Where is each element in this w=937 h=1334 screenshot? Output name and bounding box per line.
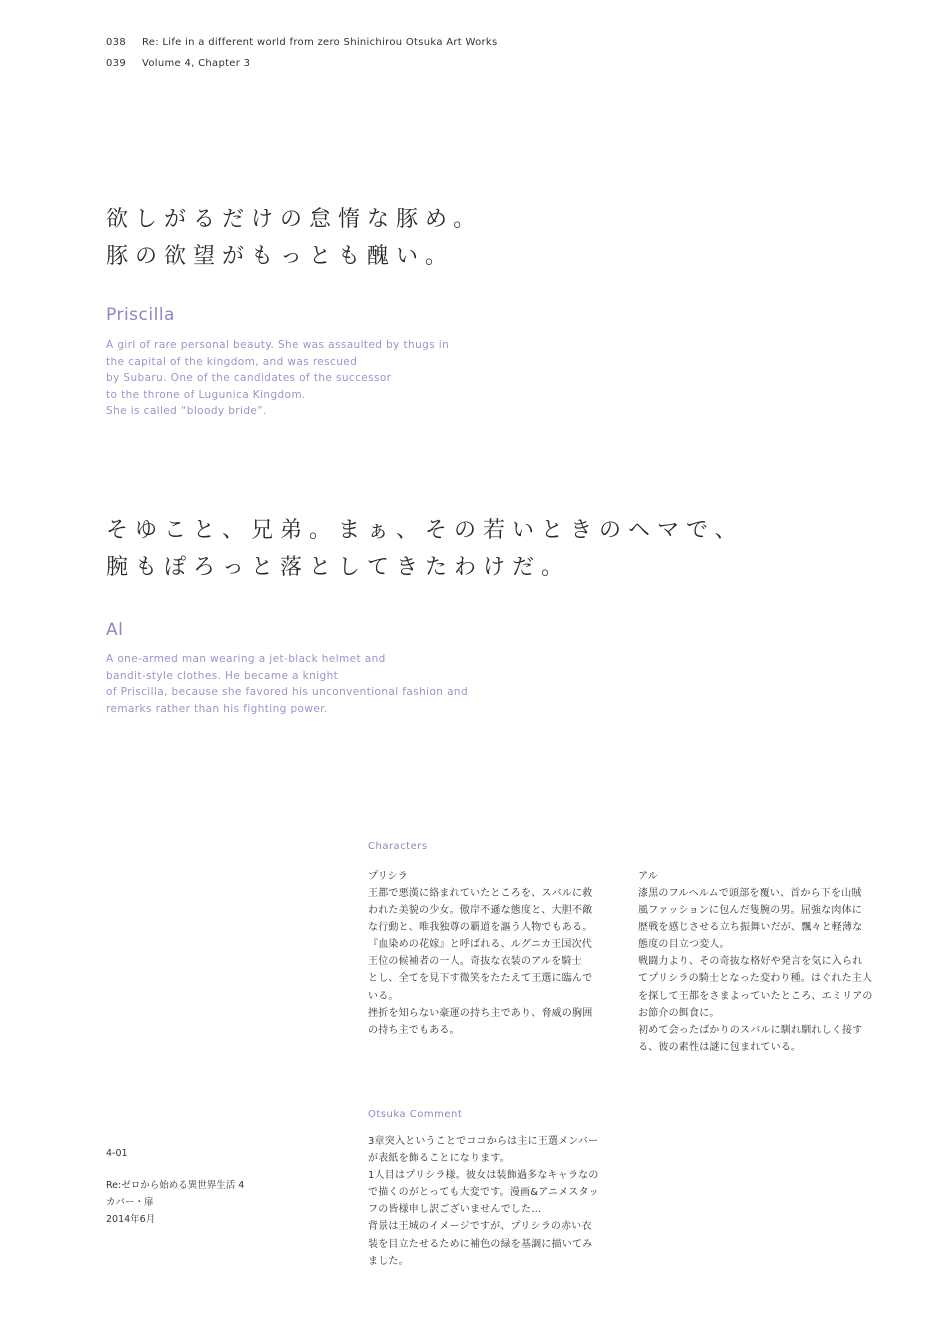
desc-line: remarks rather than his fighting power. [106,702,328,715]
body-line: 挫折を知らない豪運の持ち主であり、脅威の胸囲 [368,1007,593,1019]
desc-line: A one-armed man wearing a jet-black helmet and [106,653,386,665]
character-jp-name: プリシラ [368,871,408,882]
artwork-code: 4-01 [106,1148,128,1159]
body-line: 王都で悪漢に絡まれていたところを、スバルに救 [368,888,593,899]
character-block-al [106,620,468,717]
character-description [106,337,449,420]
body-line: 初めて会ったばかりのスバルに馴れ馴れしく接す [638,1024,863,1036]
quote-al [106,512,744,586]
quote-priscilla [106,201,482,275]
body-line: とし、全てを見下す微笑をたたえて王選に臨んで [368,973,593,985]
body-line: る、彼の素性は謎に包まれている。 [638,1041,802,1053]
character-jp-priscilla [368,867,592,1039]
info-line: Re:ゼロから始める異世界生活 4 [106,1180,245,1191]
chapter-title: Volume 4, Chapter 3 [142,58,251,69]
desc-line: She is called “bloody bride”. [106,405,267,417]
running-header [106,37,498,69]
desc-line: to the throne of Lugunica Kingdom. [106,388,306,401]
body-line: ました。 [368,1255,409,1267]
quote-line: 欲しがるだけの怠惰な豚め。 [106,207,483,232]
page-number: 039 [106,58,126,69]
character-jp-al [638,867,873,1056]
desc-line: bandit-style clothes. He became a knight [106,669,339,682]
body-line: 『血染めの花嫁』と呼ばれる、ルグニカ王国次代 [368,939,592,951]
character-name: Priscilla [106,305,175,325]
body-line: いる。 [368,990,399,1002]
character-block-priscilla [106,305,449,420]
body-line: 3章突入ということでココからは主に王選メンバー [368,1136,599,1147]
book-title: Re: Life in a different world from zero Shinichirou Otsuka Art Works [142,37,498,48]
body-line: 歴戦を感じさせる立ち振舞いだが、飄々と軽薄な [638,922,863,934]
comment-body [368,1133,599,1270]
character-jp-name: アル [638,871,658,882]
characters-heading: Characters [368,841,428,852]
body-line: の持ち主でもある。 [368,1024,460,1036]
character-jp-body [638,885,873,1056]
quote-line: そゆこと、兄弟。まぁ、その若いときのヘマで、 [106,518,744,543]
body-line: 風ファッションに包んだ隻腕の男。屈強な肉体に [638,905,862,917]
body-line: 漆黒のフルヘルムで頭部を覆い、首から下を山賊 [638,888,862,899]
body-line: お節介の餌食に。 [638,1007,720,1019]
artwork-info [106,1177,244,1228]
body-line: 背景は王城のイメージですが、プリシラの赤い衣 [368,1221,592,1233]
body-line: が表紙を飾ることになります。 [368,1153,510,1165]
header-line [106,37,498,58]
body-line: 王位の候補者の一人。奇抜な衣装のアルを騎士 [368,956,582,968]
character-jp-body [368,885,592,1039]
body-line: を探して王都をさまよっていたところ、エミリアの [638,990,873,1002]
quote-line: 腕もぽろっと落としてきたわけだ。 [106,555,571,580]
info-line: 2014年6月 [106,1214,156,1225]
desc-line: of Priscilla, because she favored his unconventional fashion and [106,686,469,698]
body-line: 1人目はプリシラ様。彼女は装飾過多なキャラなの [368,1170,599,1182]
body-line: 戦闘力より、その奇抜な格好や発言を気に入られ [638,956,863,968]
character-name: Al [106,620,124,640]
body-line: てプリシラの騎士となった変わり種。はぐれた主人 [638,973,873,985]
desc-line: by Subaru. One of the candidates of the successor [106,372,392,384]
info-line: カバー・扉 [106,1197,154,1208]
body-line: フの皆様申し訳ございませんでした… [368,1204,542,1216]
body-line: 態度の目立つ変人。 [638,939,730,951]
comment-heading: Otsuka Comment [368,1109,463,1120]
body-line: 装を目立たせるために補色の緑を基調に描いてみ [368,1238,593,1250]
character-description [106,651,468,717]
header-line [106,58,498,69]
quote-line: 豚の欲望がもっとも醜い。 [106,244,455,269]
body-line: で描くのがとっても大変です。漫画&アニメスタッ [368,1187,599,1199]
page-number: 038 [106,37,126,48]
desc-line: A girl of rare personal beauty. She was assaulted by thugs in [106,339,450,351]
desc-line: the capital of the kingdom, and was rescued [106,355,358,368]
body-line: な行動と、唯我独尊の覇道を謳う人物でもある。 [368,922,593,934]
body-line: われた美貌の少女。傲岸不遜な態度と、大胆不敵 [368,905,593,917]
